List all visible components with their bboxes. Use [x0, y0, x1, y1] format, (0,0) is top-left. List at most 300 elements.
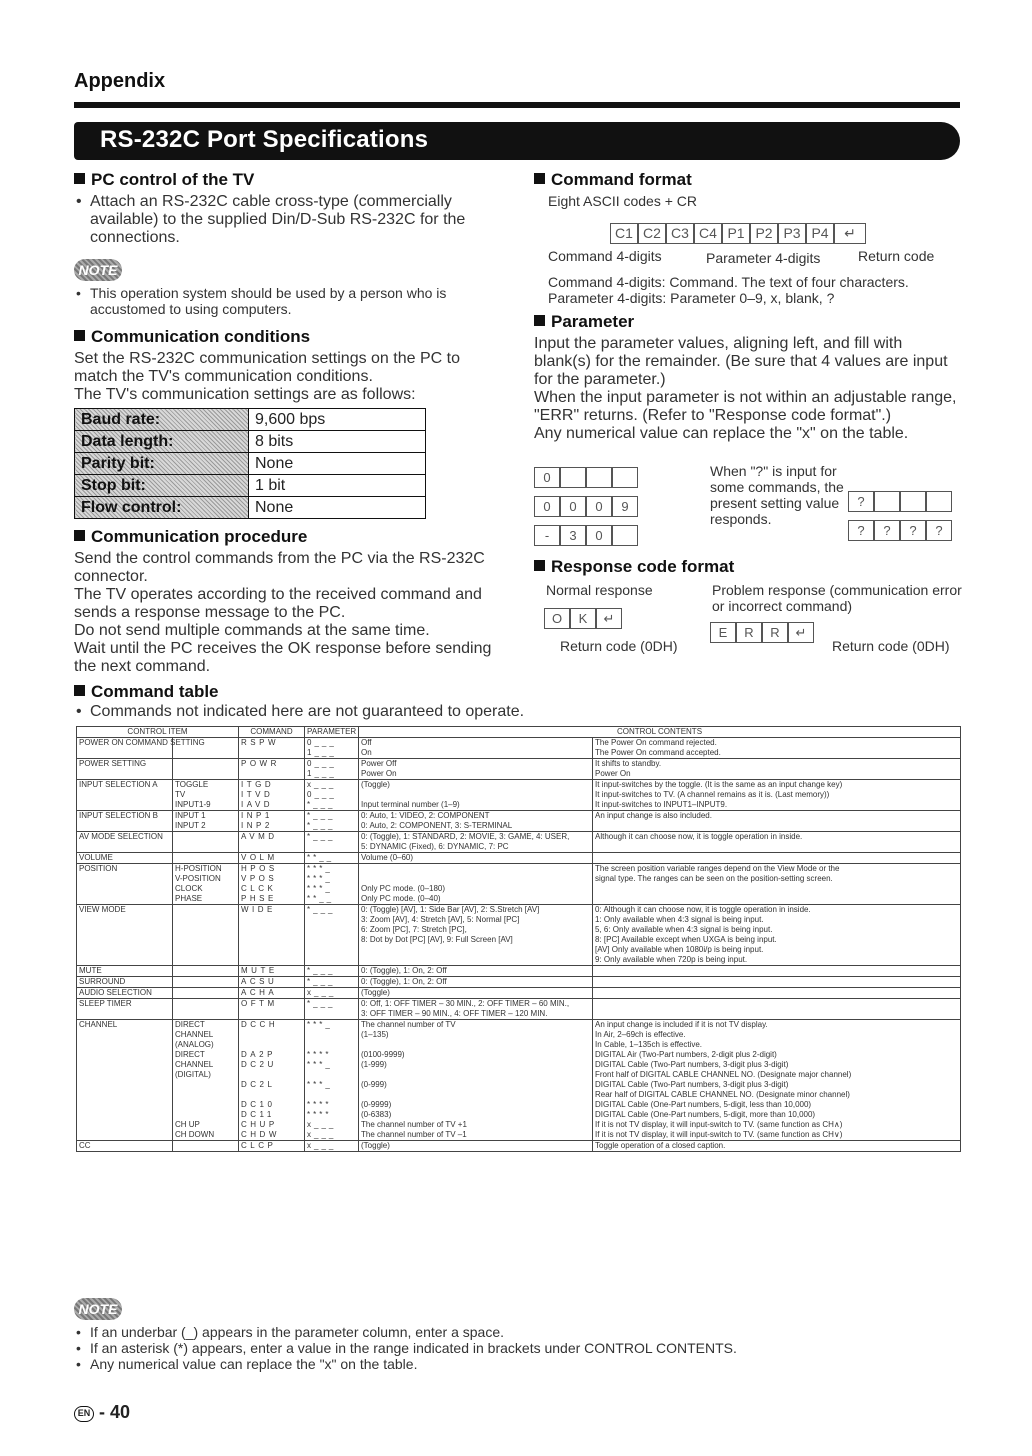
- command-code: CHUP: [239, 1120, 305, 1130]
- parameter-description: [359, 945, 593, 955]
- question-example-cell: [874, 491, 900, 512]
- parameter-code: x___: [305, 1141, 359, 1152]
- control-item: [77, 915, 173, 925]
- setting-value: None: [249, 497, 426, 519]
- table-row: [77, 915, 961, 925]
- header-control-contents: CONTROL CONTENTS: [359, 727, 961, 738]
- command-code-box: P1: [722, 223, 750, 244]
- question-example-row: [848, 520, 952, 541]
- control-contents: Front half of DIGITAL CABLE CHANNEL NO. (Designate major channel): [593, 1070, 961, 1080]
- normal-response-box: ↵: [596, 608, 622, 629]
- command-code: POWR: [239, 759, 305, 770]
- footer-note: [74, 1298, 737, 1372]
- control-contents: DIGITAL Cable (One-Part numbers, 5-digit, more than 10,000): [593, 1110, 961, 1120]
- control-item: AV MODE SELECTION: [77, 832, 173, 843]
- parameter-example-boxes: [534, 467, 638, 554]
- command-code: [239, 1009, 305, 1020]
- control-subitem: [173, 1080, 239, 1090]
- table-row: [77, 1141, 961, 1152]
- control-subitem: [173, 1090, 239, 1100]
- control-contents: 1: Only available when 4:3 signal is being input.: [593, 915, 961, 925]
- command-format-subtitle: Eight ASCII codes + CR: [548, 193, 698, 209]
- command-code: RSPW: [239, 738, 305, 749]
- control-subitem: [173, 988, 239, 999]
- command-code: VPOS: [239, 874, 305, 884]
- parameter-description: 6: Zoom [PC], 7: Stretch [PC],: [359, 925, 593, 935]
- command-code: IAVD: [239, 800, 305, 811]
- control-item: [77, 769, 173, 780]
- table-row: [77, 1060, 961, 1070]
- problem-response-boxes: [710, 622, 814, 643]
- control-contents: If it is not TV display, it will input-switch to TV. (same function as CH∧): [593, 1120, 961, 1130]
- comm-procedure-line: Wait until the PC receives the OK response before sending the next command.: [74, 640, 492, 675]
- control-item: [77, 955, 173, 965]
- comm-conditions-heading: Communication conditions: [74, 327, 506, 347]
- command-code: [239, 925, 305, 935]
- parameter-code: *___: [305, 821, 359, 832]
- parameter-code: ***_: [305, 874, 359, 884]
- parameter-example-cell: [612, 525, 638, 546]
- header-command: COMMAND: [239, 727, 305, 738]
- control-item: [77, 945, 173, 955]
- control-subitem: [173, 955, 239, 965]
- control-item: [77, 842, 173, 853]
- question-text: When "?" is input for some commands, the present setting value responds.: [710, 463, 844, 527]
- control-subitem: DIRECT: [173, 1020, 239, 1031]
- header-rule: [74, 102, 960, 108]
- control-contents: 0: Although it can choose now, it is toggle operation in inside.: [593, 905, 961, 916]
- control-subitem: [173, 945, 239, 955]
- parameter-code: x___: [305, 1120, 359, 1130]
- control-item: [77, 894, 173, 905]
- table-row: [77, 999, 961, 1010]
- footer-note-badge: NOTE: [74, 1298, 122, 1320]
- parameter-description: The channel number of TV +1: [359, 1120, 593, 1130]
- command-code-box: P4: [806, 223, 834, 244]
- control-contents: DIGITAL Cable (Two-Part numbers, 3-digit plus 3-digit): [593, 1060, 961, 1070]
- command-code: INP2: [239, 821, 305, 832]
- command-table: [76, 726, 961, 1152]
- parameter-code: x___: [305, 1130, 359, 1141]
- comm-procedure-line: Send the control commands from the PC via the RS-232C connector.: [74, 550, 485, 585]
- table-row: [77, 780, 961, 791]
- control-contents: Toggle operation of a closed caption.: [593, 1141, 961, 1152]
- table-row: [77, 1030, 961, 1040]
- control-contents: [593, 977, 961, 988]
- command-code: [239, 1070, 305, 1080]
- parameter-code: 0___: [305, 738, 359, 749]
- control-item: [77, 1090, 173, 1100]
- table-row: [77, 853, 961, 864]
- parameter-code: ****: [305, 1100, 359, 1110]
- parameter-description: Input terminal number (1–9): [359, 800, 593, 811]
- command-code-box: C3: [666, 223, 694, 244]
- control-item: [77, 1100, 173, 1110]
- parameter-code: [305, 935, 359, 945]
- control-contents: It input-switches to TV. (A channel remains as it is. (Last memory)): [593, 790, 961, 800]
- parameter-code: [305, 955, 359, 965]
- comm-conditions-text2: The TV's communication settings are as follows:: [74, 386, 416, 403]
- parameter-description: Power On: [359, 769, 593, 780]
- setting-key: Flow control:: [75, 497, 249, 519]
- parameter-description: Volume (0–60): [359, 853, 593, 864]
- command-code: [239, 1030, 305, 1040]
- control-subitem: [173, 977, 239, 988]
- table-row: [77, 821, 961, 832]
- parameter-code: x___: [305, 780, 359, 791]
- command-format-desc1: Command 4-digits: Command. The text of four characters.: [548, 274, 909, 290]
- control-item: [77, 925, 173, 935]
- question-example-cell: ?: [874, 520, 900, 541]
- command-code: HPOS: [239, 864, 305, 875]
- parameter-description: [359, 1040, 593, 1050]
- command-code: DCCH: [239, 1020, 305, 1031]
- control-item: [77, 1110, 173, 1120]
- command-code: WIDE: [239, 905, 305, 916]
- parameter-description: 3: OFF TIMER – 90 MIN., 4: OFF TIMER – 120 MIN.: [359, 1009, 593, 1020]
- control-item: [77, 935, 173, 945]
- parameter-description: [359, 955, 593, 965]
- setting-value: 1 bit: [249, 475, 426, 497]
- header-control-item: CONTROL ITEM: [77, 727, 239, 738]
- table-row: [77, 759, 961, 770]
- footer-note-item: • Any numerical value can replace the "x" on the table.: [74, 1356, 737, 1372]
- parameter-description: Off: [359, 738, 593, 749]
- parameter-description: 0: (Toggle) [AV], 1: Side Bar [AV], 2: S.Stretch [AV]: [359, 905, 593, 916]
- control-item: SURROUND: [77, 977, 173, 988]
- parameter-example-cell: 0: [586, 496, 612, 517]
- control-subitem: PHASE: [173, 894, 239, 905]
- control-subitem: INPUT 1: [173, 811, 239, 822]
- note-text: • This operation system should be used by a person who is accustomed to using computers.: [74, 285, 506, 317]
- parameter-code: [305, 842, 359, 853]
- control-contents: [593, 966, 961, 977]
- parameter-description: (1-999): [359, 1060, 593, 1070]
- command-code: [239, 1040, 305, 1050]
- parameter-code: [305, 1009, 359, 1020]
- label-return: Return code: [858, 248, 935, 264]
- command-code: [239, 842, 305, 853]
- normal-response-boxes: [544, 608, 622, 629]
- command-code: [239, 955, 305, 965]
- table-row: [77, 1040, 961, 1050]
- control-item: POWER ON COMMAND SETTING: [77, 738, 173, 749]
- parameter-code: ***_: [305, 864, 359, 875]
- parameter-description: (Toggle): [359, 1141, 593, 1152]
- question-example-boxes: [848, 491, 952, 549]
- parameter-code: ****: [305, 1050, 359, 1060]
- parameter-description: [359, 790, 593, 800]
- parameter-example-cell: 0: [586, 525, 612, 546]
- command-code: ACHA: [239, 988, 305, 999]
- command-code: DC11: [239, 1110, 305, 1120]
- parameter-example-cell: 3: [560, 525, 586, 546]
- problem-response-box: R: [736, 622, 762, 643]
- control-item: VIEW MODE: [77, 905, 173, 916]
- table-row: [77, 842, 961, 853]
- control-contents: The Power On command rejected.: [593, 738, 961, 749]
- parameter-description: 5: DYNAMIC (Fixed), 6: DYNAMIC, 7: PC: [359, 842, 593, 853]
- command-code: OFTM: [239, 999, 305, 1010]
- settings-row: [75, 475, 426, 497]
- normal-response-label: Normal response: [546, 582, 653, 598]
- parameter-code: 1___: [305, 748, 359, 759]
- parameter-code: ***_: [305, 884, 359, 894]
- parameter-description: (Toggle): [359, 988, 593, 999]
- control-subitem: [173, 748, 239, 759]
- command-code: DC2U: [239, 1060, 305, 1070]
- question-example-cell: ?: [848, 491, 874, 512]
- setting-key: Baud rate:: [75, 409, 249, 431]
- control-subitem: CLOCK: [173, 884, 239, 894]
- question-example-cell: ?: [926, 520, 952, 541]
- parameter-description: [359, 1090, 593, 1100]
- command-format-labels: [534, 244, 960, 268]
- parameter-example-cell: [612, 467, 638, 488]
- settings-row: [75, 497, 426, 519]
- parameter-description: (1–135): [359, 1030, 593, 1040]
- comm-procedure-line: The TV operates according to the received command and sends a response message to the PC.: [74, 586, 482, 621]
- control-subitem: [173, 853, 239, 864]
- control-contents: 9: Only available when 720p is being input.: [593, 955, 961, 965]
- page-number: [74, 1402, 130, 1423]
- control-contents: DIGITAL Cable (Two-Part numbers, 3-digit plus 3-digit): [593, 1080, 961, 1090]
- control-contents: [593, 1009, 961, 1020]
- control-subitem: CHANNEL: [173, 1030, 239, 1040]
- setting-key: Parity bit:: [75, 453, 249, 475]
- command-code: VOLM: [239, 853, 305, 864]
- parameter-code: *___: [305, 966, 359, 977]
- table-row: [77, 832, 961, 843]
- control-item: [77, 1130, 173, 1141]
- control-subitem: [173, 1141, 239, 1152]
- problem-response-box: E: [710, 622, 736, 643]
- control-item: POWER SETTING: [77, 759, 173, 770]
- command-code: MUTE: [239, 966, 305, 977]
- table-row: [77, 1050, 961, 1060]
- control-subitem: H-POSITION: [173, 864, 239, 875]
- control-item: [77, 1009, 173, 1020]
- command-code: [239, 748, 305, 759]
- control-item: CC: [77, 1141, 173, 1152]
- command-code: ITGD: [239, 780, 305, 791]
- normal-response-box: K: [570, 608, 596, 629]
- control-contents: [593, 842, 961, 853]
- table-row: [77, 988, 961, 999]
- table-row: [77, 1020, 961, 1031]
- label-parameter: Parameter 4-digits: [706, 250, 821, 266]
- control-subitem: (ANALOG): [173, 1040, 239, 1050]
- table-row: [77, 925, 961, 935]
- setting-key: Data length:: [75, 431, 249, 453]
- table-row: [77, 1090, 961, 1100]
- response-format-heading: Response code format: [534, 557, 960, 577]
- control-subitem: [173, 1100, 239, 1110]
- control-contents: signal type. The ranges can be seen on the position-setting screen.: [593, 874, 961, 884]
- table-row: [77, 1070, 961, 1080]
- parameter-code: *___: [305, 811, 359, 822]
- command-code: PHSE: [239, 894, 305, 905]
- control-contents: [593, 999, 961, 1010]
- page-title: RS-232C Port Specifications: [74, 122, 960, 160]
- parameter-description: Only PC mode. (0–180): [359, 884, 593, 894]
- comm-procedure-heading: Communication procedure: [74, 527, 506, 547]
- normal-response-box: O: [544, 608, 570, 629]
- command-code-box: C4: [694, 223, 722, 244]
- command-code: CLCP: [239, 1141, 305, 1152]
- control-contents: [593, 894, 961, 905]
- control-subitem: CH DOWN: [173, 1130, 239, 1141]
- language-badge: EN: [74, 1406, 94, 1422]
- command-code: AVMD: [239, 832, 305, 843]
- parameter-code: [305, 1070, 359, 1080]
- control-subitem: TV: [173, 790, 239, 800]
- control-contents: It input-switches by the toggle. (It is the same as an input change key): [593, 780, 961, 791]
- control-contents: [593, 821, 961, 832]
- control-item: [77, 1080, 173, 1090]
- parameter-description: 0: (Toggle), 1: On, 2: Off: [359, 966, 593, 977]
- control-subitem: [173, 905, 239, 916]
- parameter-description: On: [359, 748, 593, 759]
- control-contents: 8: [PC] Available except when UXGA is being input.: [593, 935, 961, 945]
- parameter-code: *___: [305, 800, 359, 811]
- parameter-code: [305, 945, 359, 955]
- control-contents: [AV] Only available when 1080i/p is being input.: [593, 945, 961, 955]
- parameter-code: [305, 1090, 359, 1100]
- question-example-cell: [926, 491, 952, 512]
- parameter-examples: [534, 461, 960, 547]
- parameter-description: (0-6383): [359, 1110, 593, 1120]
- parameter-description: (Toggle): [359, 780, 593, 791]
- command-code: CLCK: [239, 884, 305, 894]
- command-code: ACSU: [239, 977, 305, 988]
- control-contents: In Air, 2–69ch is effective.: [593, 1030, 961, 1040]
- parameter-description: 0: (Toggle), 1: STANDARD, 2: MOVIE, 3: GAME, 4: USER,: [359, 832, 593, 843]
- control-subitem: [173, 1110, 239, 1120]
- parameter-line: When the input parameter is not within an adjustable range, "ERR" returns. (Refer to "Response code format".): [534, 389, 957, 424]
- parameter-example-cell: 0: [560, 496, 586, 517]
- command-code: DA2P: [239, 1050, 305, 1060]
- parameter-code: *___: [305, 999, 359, 1010]
- header-parameter: PARAMETER: [305, 727, 359, 738]
- table-row: [77, 811, 961, 822]
- parameter-code: **__: [305, 894, 359, 905]
- table-row: [77, 874, 961, 884]
- control-contents: Although it can choose now, it is toggle operation in inside.: [593, 832, 961, 843]
- parameter-code: ***_: [305, 1080, 359, 1090]
- table-row: [77, 769, 961, 780]
- table-row: [77, 977, 961, 988]
- control-item: POSITION: [77, 864, 173, 875]
- table-row: [77, 905, 961, 916]
- control-subitem: [173, 925, 239, 935]
- command-code-box: ↵: [834, 223, 866, 244]
- command-format-desc2: Parameter 4-digits: Parameter 0–9, x, blank, ?: [548, 290, 835, 306]
- label-command: Command 4-digits: [548, 248, 662, 264]
- control-contents: [593, 853, 961, 864]
- table-row: [77, 884, 961, 894]
- setting-value: 8 bits: [249, 431, 426, 453]
- control-subitem: INPUT 2: [173, 821, 239, 832]
- parameter-description: The channel number of TV: [359, 1020, 593, 1031]
- parameter-description: [359, 864, 593, 875]
- control-contents: Rear half of DIGITAL CABLE CHANNEL NO. (Designate minor channel): [593, 1090, 961, 1100]
- command-table-header: [77, 727, 961, 738]
- command-code-box: C2: [638, 223, 666, 244]
- parameter-description: Power Off: [359, 759, 593, 770]
- table-row: [77, 748, 961, 759]
- command-code: [239, 915, 305, 925]
- control-subitem: [173, 1009, 239, 1020]
- command-code: CHDW: [239, 1130, 305, 1141]
- control-item: [77, 1070, 173, 1080]
- response-format-body: [534, 580, 960, 660]
- control-contents: An input change is included if it is not TV display.: [593, 1020, 961, 1031]
- parameter-example-cell: 0: [534, 496, 560, 517]
- control-item: SLEEP TIMER: [77, 999, 173, 1010]
- comm-procedure-line: Do not send multiple commands at the same time.: [74, 622, 430, 639]
- control-contents: If it is not TV display, it will input-switch to TV. (same function as CH∨): [593, 1130, 961, 1141]
- table-row: [77, 864, 961, 875]
- control-contents: DIGITAL Air (Two-Part numbers, 2-digit plus 2-digit): [593, 1050, 961, 1060]
- control-contents: [593, 988, 961, 999]
- command-code-box: P2: [750, 223, 778, 244]
- parameter-code: [305, 915, 359, 925]
- parameter-code: 0___: [305, 790, 359, 800]
- parameter-line: Any numerical value can replace the "x" on the table.: [534, 425, 909, 442]
- control-contents: DIGITAL Cable (One-Part numbers, 5-digit, less than 10,000): [593, 1100, 961, 1110]
- parameter-code: 0___: [305, 759, 359, 770]
- parameter-example-cell: [586, 467, 612, 488]
- control-subitem: (DIGITAL): [173, 1070, 239, 1080]
- command-code: INP1: [239, 811, 305, 822]
- parameter-code: [305, 1040, 359, 1050]
- table-row: [77, 894, 961, 905]
- setting-value: 9,600 bps: [249, 409, 426, 431]
- table-row: [77, 1009, 961, 1020]
- section-label: Appendix: [74, 70, 166, 92]
- parameter-description: The channel number of TV –1: [359, 1130, 593, 1141]
- control-subitem: CH UP: [173, 1120, 239, 1130]
- parameter-code: x___: [305, 988, 359, 999]
- parameter-example-cell: [560, 467, 586, 488]
- control-subitem: [173, 769, 239, 780]
- parameter-example-cell: 0: [534, 467, 560, 488]
- left-column: [74, 170, 506, 705]
- table-row: [77, 1080, 961, 1090]
- control-item: [77, 1120, 173, 1130]
- parameter-heading: Parameter: [534, 312, 960, 332]
- parameter-code: *___: [305, 977, 359, 988]
- control-item: VOLUME: [77, 853, 173, 864]
- control-item: [77, 800, 173, 811]
- table-row: [77, 955, 961, 965]
- control-contents: It shifts to standby.: [593, 759, 961, 770]
- command-code-box: P3: [778, 223, 806, 244]
- parameter-code: [305, 1030, 359, 1040]
- settings-row: [75, 431, 426, 453]
- parameter-description: 0: Auto, 1: VIDEO, 2: COMPONENT: [359, 811, 593, 822]
- control-contents: The screen position variable ranges depend on the View Mode or the: [593, 864, 961, 875]
- parameter-code: ***_: [305, 1020, 359, 1031]
- control-subitem: [173, 759, 239, 770]
- question-example-cell: ?: [848, 520, 874, 541]
- control-subitem: V-POSITION: [173, 874, 239, 884]
- parameter-code: [305, 925, 359, 935]
- table-row: [77, 935, 961, 945]
- command-code: [239, 1090, 305, 1100]
- command-format-heading: Command format: [534, 170, 960, 190]
